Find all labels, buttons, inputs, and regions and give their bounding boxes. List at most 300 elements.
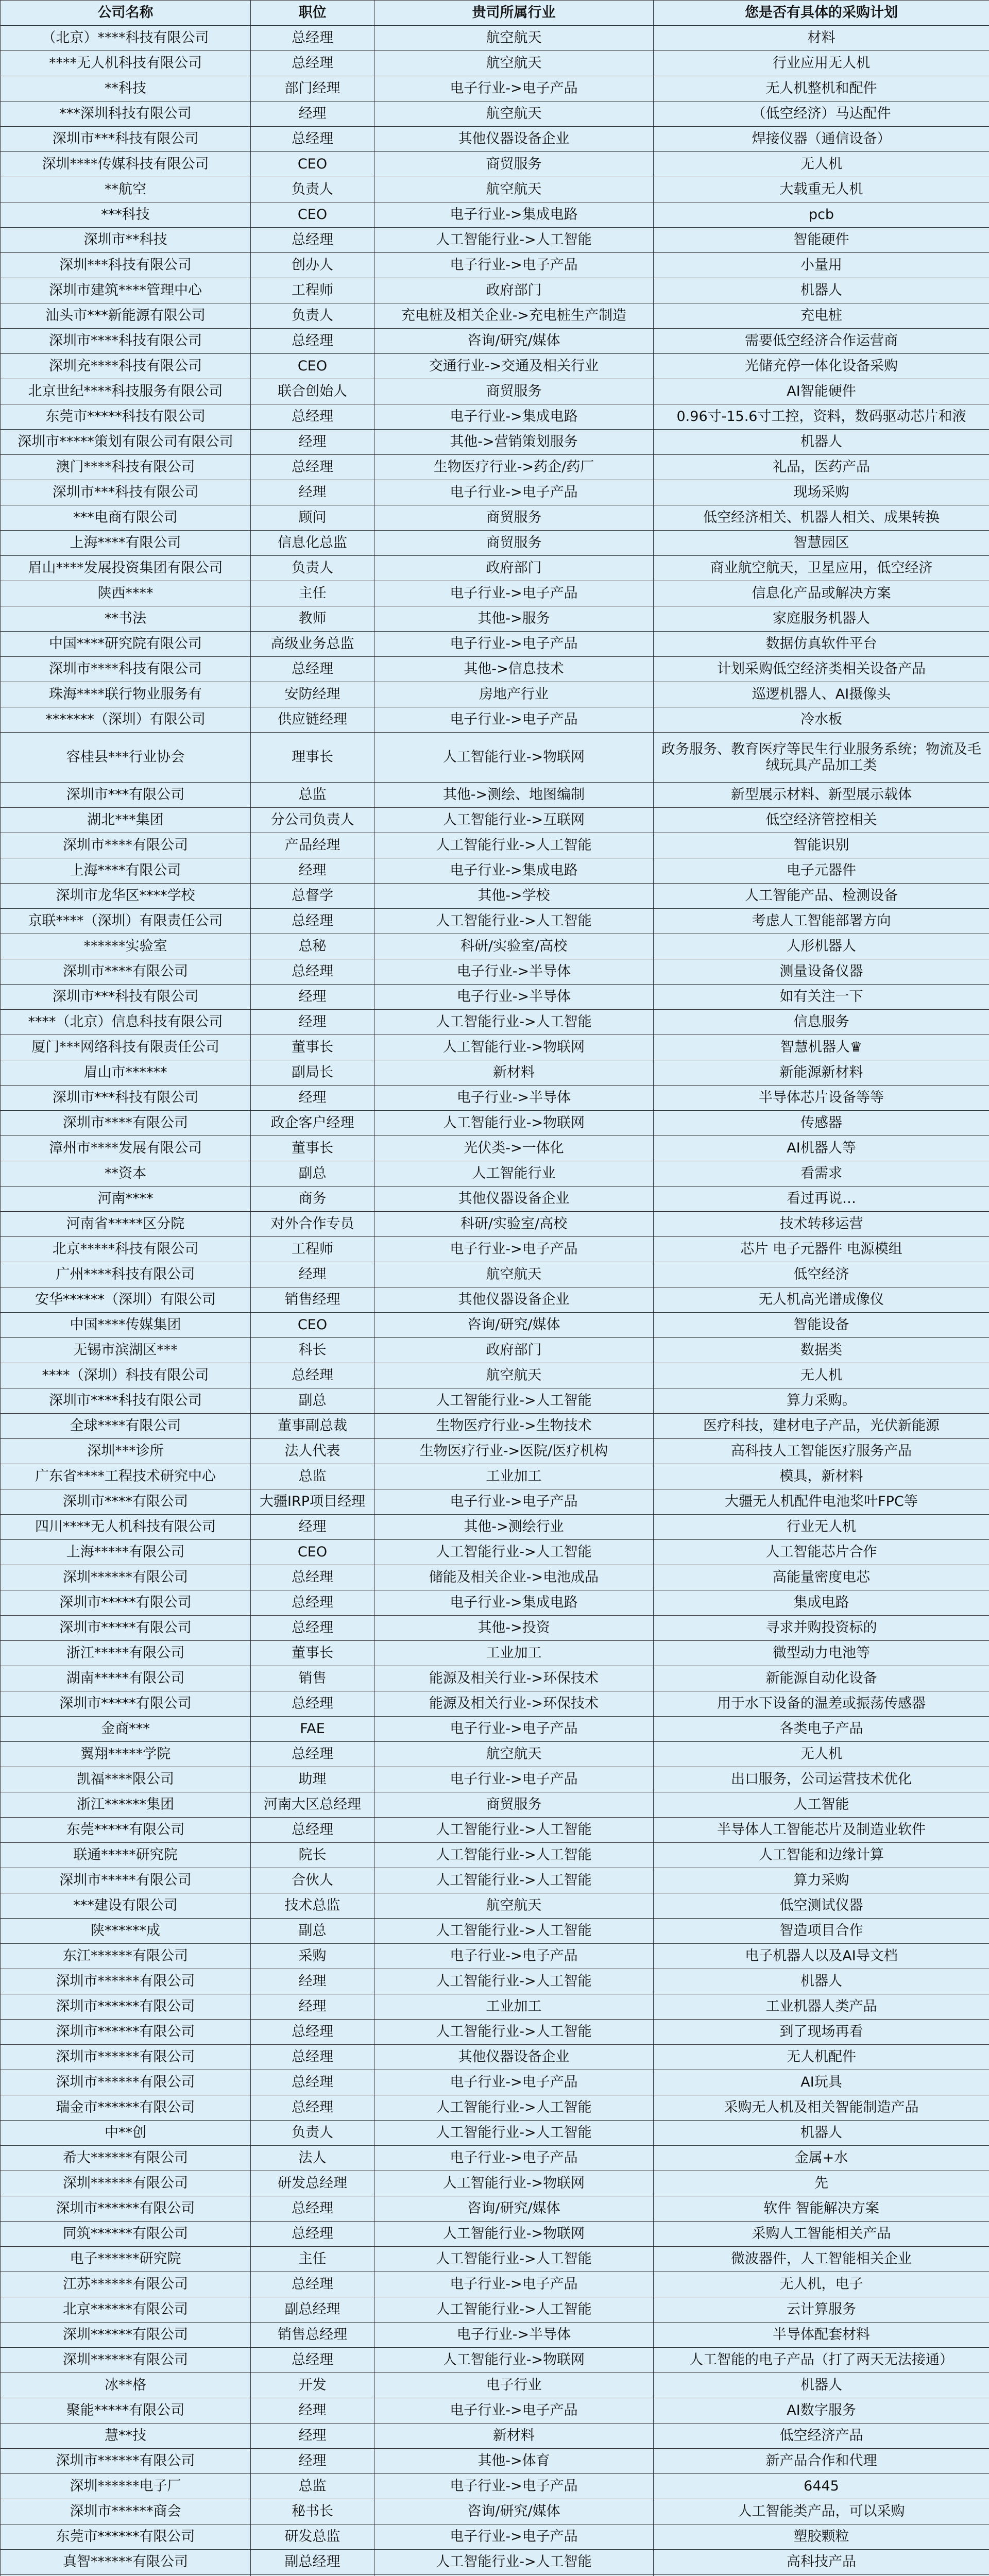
position-cell: 经理	[251, 1969, 374, 1994]
industry-cell: 科研/实验室/高校	[374, 1212, 654, 1237]
industry-cell: 电子行业->电子产品	[374, 2146, 654, 2171]
company-cell: 凯福****限公司	[1, 1767, 251, 1792]
table-row	[1, 2323, 989, 2348]
position-cell: 总经理	[251, 2348, 374, 2373]
position-cell: 经理	[251, 2424, 374, 2449]
industry-cell: 新材料	[374, 2424, 654, 2449]
purchase-plan-cell: 6445	[654, 2474, 989, 2499]
table-row	[1, 202, 989, 228]
company-cell: 深圳***诊所	[1, 1439, 251, 1464]
industry-cell: 科研/实验室/高校	[374, 934, 654, 959]
industry-cell: 咨询/研究/媒体	[374, 329, 654, 354]
purchase-plan-cell: 现场采购	[654, 480, 989, 505]
industry-cell: 充电桩及相关企业->充电桩生产制造	[374, 303, 654, 329]
company-cell: 电子******研究院	[1, 2247, 251, 2272]
company-cell: 深圳市****有限公司	[1, 1489, 251, 1515]
company-cell: 翼翔*****学院	[1, 1742, 251, 1767]
purchase-plan-cell: 智慧园区	[654, 531, 989, 556]
industry-cell: 电子行业->电子产品	[374, 2474, 654, 2499]
purchase-plan-cell: 无人机配件	[654, 2045, 989, 2070]
header-position: 职位	[251, 1, 374, 26]
company-cell: 河南省*****区分院	[1, 1212, 251, 1237]
position-cell: 总经理	[251, 228, 374, 253]
purchase-plan-cell: 无人机高光谱成像仪	[654, 1287, 989, 1313]
industry-cell: 人工智能行业->物联网	[374, 2348, 654, 2373]
position-cell: 董事副总裁	[251, 1414, 374, 1439]
industry-cell: 能源及相关行业->环保技术	[374, 1691, 654, 1717]
industry-cell: 航空航天	[374, 1262, 654, 1287]
industry-cell: 电子行业->集成电路	[374, 858, 654, 884]
industry-cell: 政府部门	[374, 556, 654, 581]
company-cell: 东莞市*****科技有限公司	[1, 404, 251, 430]
company-cell: 深圳市******有限公司	[1, 2045, 251, 2070]
position-cell: 信息化总监	[251, 531, 374, 556]
company-cell: 深圳市***科技有限公司	[1, 127, 251, 152]
purchase-plan-cell: 低空经济相关、机器人相关、成果转换	[654, 505, 989, 531]
position-cell: 董事长	[251, 1641, 374, 1666]
position-cell: 商务	[251, 1187, 374, 1212]
purchase-plan-cell: 数据仿真软件平台	[654, 632, 989, 657]
purchase-plan-cell: 行业无人机	[654, 1515, 989, 1540]
position-cell: 河南大区总经理	[251, 1792, 374, 1818]
purchase-plan-cell: 小量用	[654, 253, 989, 278]
purchase-plan-cell: 新能源新材料	[654, 1060, 989, 1086]
table-row	[1, 1691, 989, 1717]
industry-cell: 政府部门	[374, 1338, 654, 1363]
position-cell: 经理	[251, 985, 374, 1010]
industry-cell: 人工智能行业->物联网	[374, 2222, 654, 2247]
table-row	[1, 1969, 989, 1994]
table-row	[1, 808, 989, 833]
position-cell: 总经理	[251, 1818, 374, 1843]
position-cell: 采购	[251, 1944, 374, 1969]
table-row	[1, 2424, 989, 2449]
header-company: 公司名称	[1, 1, 251, 26]
purchase-plan-cell: 人工智能芯片合作	[654, 1540, 989, 1565]
purchase-plan-cell: 信息服务	[654, 1010, 989, 1035]
purchase-plan-cell: 智能识别	[654, 833, 989, 858]
table-row	[1, 1590, 989, 1616]
company-cell: 深圳******有限公司	[1, 2348, 251, 2373]
table-row	[1, 2146, 989, 2171]
company-cell: ****无人机科技有限公司	[1, 51, 251, 76]
company-cell: 冰**格	[1, 2373, 251, 2398]
purchase-plan-cell: 无人机	[654, 1742, 989, 1767]
table-row	[1, 2348, 989, 2373]
company-cell: **书法	[1, 606, 251, 632]
purchase-plan-cell: 低空经济管控相关	[654, 808, 989, 833]
table-row	[1, 152, 989, 177]
industry-cell: 其他->学校	[374, 884, 654, 909]
position-cell: 法人	[251, 2146, 374, 2171]
industry-cell: 电子行业->电子产品	[374, 2272, 654, 2297]
purchase-plan-cell: 材料	[654, 26, 989, 51]
company-cell: 深圳市建筑****管理中心	[1, 278, 251, 303]
purchase-plan-cell: 无人机	[654, 152, 989, 177]
purchase-plan-cell: 机器人	[654, 2373, 989, 2398]
table-row	[1, 430, 989, 455]
position-cell: 总经理	[251, 1590, 374, 1616]
purchase-plan-cell: 微波器件，人工智能相关企业	[654, 2247, 989, 2272]
company-cell: 京联****（深圳）有限责任公司	[1, 909, 251, 934]
position-cell: 总督学	[251, 884, 374, 909]
industry-cell: 电子行业->电子产品	[374, 2070, 654, 2095]
purchase-plan-cell: 看需求	[654, 1161, 989, 1187]
industry-cell: 人工智能行业->人工智能	[374, 1540, 654, 1565]
position-cell: 经理	[251, 1994, 374, 2020]
company-cell: 深圳****传媒科技有限公司	[1, 152, 251, 177]
industry-cell: 人工智能行业->互联网	[374, 808, 654, 833]
purchase-plan-cell: 如有关注一下	[654, 985, 989, 1010]
purchase-plan-cell: 采购无人机及相关智能制造产品	[654, 2095, 989, 2121]
table-row	[1, 934, 989, 959]
table-row	[1, 682, 989, 707]
table-row	[1, 1439, 989, 1464]
purchase-plan-cell: 看过再说…	[654, 1187, 989, 1212]
industry-cell: 人工智能行业->人工智能	[374, 2297, 654, 2323]
table-row	[1, 1161, 989, 1187]
industry-cell: 其他->测绘、地图编制	[374, 783, 654, 808]
industry-cell: 生物医疗行业->药企/药厂	[374, 455, 654, 480]
industry-cell: 工业加工	[374, 1994, 654, 2020]
industry-cell: 人工智能行业->人工智能	[374, 909, 654, 934]
position-cell: FAE	[251, 1717, 374, 1742]
industry-cell: 其他->信息技术	[374, 657, 654, 682]
industry-cell: 商贸服务	[374, 505, 654, 531]
company-cell: 深圳市***科技有限公司	[1, 985, 251, 1010]
industry-cell: 电子行业->电子产品	[374, 1237, 654, 1262]
purchase-plan-cell: 云计算服务	[654, 2297, 989, 2323]
industry-cell: 航空航天	[374, 177, 654, 202]
position-cell: CEO	[251, 1540, 374, 1565]
purchase-plan-cell: AI数字服务	[654, 2398, 989, 2424]
company-cell: 深圳市**科技	[1, 228, 251, 253]
table-row	[1, 985, 989, 1010]
company-cell: 深圳市******有限公司	[1, 2020, 251, 2045]
industry-cell: 人工智能行业	[374, 1161, 654, 1187]
company-cell: 容桂县***行业协会	[1, 733, 251, 783]
purchase-plan-cell: 金属+水	[654, 2146, 989, 2171]
position-cell: 总经理	[251, 1363, 374, 1388]
industry-cell: 商贸服务	[374, 531, 654, 556]
company-cell: 深圳市****科技有限公司	[1, 329, 251, 354]
position-cell: 总经理	[251, 657, 374, 682]
purchase-plan-cell: 0.96寸-15.6寸工控，资料，数码驱动芯片和液	[654, 404, 989, 430]
company-cell: 深圳市****有限公司	[1, 1111, 251, 1136]
company-cell: 中**创	[1, 2121, 251, 2146]
purchase-plan-cell: 半导体配套材料	[654, 2323, 989, 2348]
company-cell: 希大******有限公司	[1, 2146, 251, 2171]
position-cell: 助理	[251, 1767, 374, 1792]
company-cell: 上海****有限公司	[1, 858, 251, 884]
position-cell: 总经理	[251, 2196, 374, 2222]
industry-cell: 电子行业->电子产品	[374, 480, 654, 505]
industry-cell: 能源及相关行业->环保技术	[374, 1666, 654, 1691]
industry-cell: 电子行业->集成电路	[374, 202, 654, 228]
company-cell: 深圳市****有限公司	[1, 833, 251, 858]
company-cell: 深圳市******有限公司	[1, 2070, 251, 2095]
purchase-plan-cell: AI智能硬件	[654, 379, 989, 404]
position-cell: 大疆IRP项目经理	[251, 1489, 374, 1515]
position-cell: 合伙人	[251, 1868, 374, 1893]
purchase-plan-cell: 冷水板	[654, 707, 989, 733]
position-cell: 总经理	[251, 2045, 374, 2070]
table-row	[1, 1489, 989, 1515]
company-cell: 金商***	[1, 1717, 251, 1742]
company-cell: ****（北京）信息科技有限公司	[1, 1010, 251, 1035]
position-cell: 销售	[251, 1666, 374, 1691]
company-cell: 汕头市***新能源有限公司	[1, 303, 251, 329]
table-row	[1, 26, 989, 51]
company-cell: （北京）****科技有限公司	[1, 26, 251, 51]
purchase-plan-cell: 商业航空航天，卫星应用，低空经济	[654, 556, 989, 581]
purchase-plan-cell: 信息化产品或解决方案	[654, 581, 989, 606]
purchase-plan-cell: 软件 智能解决方案	[654, 2196, 989, 2222]
company-cell: 陕******成	[1, 1919, 251, 1944]
company-cell: 深圳******有限公司	[1, 2171, 251, 2196]
table-row	[1, 2373, 989, 2398]
table-row	[1, 278, 989, 303]
company-cell: 陕西****	[1, 581, 251, 606]
purchase-plan-cell: 人工智能和边缘计算	[654, 1843, 989, 1868]
purchase-plan-cell: 计划采购低空经济类相关设备产品	[654, 657, 989, 682]
industry-cell: 咨询/研究/媒体	[374, 2499, 654, 2524]
industry-cell: 人工智能行业->人工智能	[374, 1818, 654, 1843]
industry-cell: 人工智能行业->物联网	[374, 1035, 654, 1060]
table-row	[1, 329, 989, 354]
table-row	[1, 228, 989, 253]
table-row	[1, 1111, 989, 1136]
purchase-plan-cell: 大疆无人机配件电池桨叶FPC等	[654, 1489, 989, 1515]
company-cell: 无锡市滨湖区***	[1, 1338, 251, 1363]
position-cell: 总监	[251, 2474, 374, 2499]
company-cell: 深圳市*****有限公司	[1, 1691, 251, 1717]
purchase-plan-cell: 机器人	[654, 430, 989, 455]
purchase-plan-cell: 新型展示材料、新型展示载体	[654, 783, 989, 808]
position-cell: 经理	[251, 2398, 374, 2424]
company-cell: 深圳市*****策划有限公司有限公司	[1, 430, 251, 455]
purchase-plan-cell: 家庭服务机器人	[654, 606, 989, 632]
industry-cell: 其他仪器设备企业	[374, 1287, 654, 1313]
company-cell: 北京*****科技有限公司	[1, 1237, 251, 1262]
industry-cell: 电子行业->半导体	[374, 985, 654, 1010]
position-cell: 总经理	[251, 959, 374, 985]
purchase-plan-cell: AI机器人等	[654, 1136, 989, 1161]
table-row	[1, 2297, 989, 2323]
table-row	[1, 2524, 989, 2550]
industry-cell: 航空航天	[374, 1742, 654, 1767]
purchase-plan-cell: 微型动力电池等	[654, 1641, 989, 1666]
purchase-plan-cell: 半导体人工智能芯片及制造业软件	[654, 1818, 989, 1843]
industry-cell: 人工智能行业->人工智能	[374, 1868, 654, 1893]
purchase-plan-cell: 出口服务，公司运营技术优化	[654, 1767, 989, 1792]
table-row	[1, 2095, 989, 2121]
purchase-plan-cell: 机器人	[654, 2121, 989, 2146]
position-cell: 总经理	[251, 1565, 374, 1590]
industry-cell: 其他仪器设备企业	[374, 2045, 654, 2070]
position-cell: 工程师	[251, 278, 374, 303]
purchase-plan-cell: 新能源自动化设备	[654, 1666, 989, 1691]
header-row	[1, 1, 989, 26]
company-cell: 眉山市******	[1, 1060, 251, 1086]
position-cell: CEO	[251, 152, 374, 177]
industry-cell: 其他->服务	[374, 606, 654, 632]
company-cell: ******实验室	[1, 934, 251, 959]
industry-cell: 电子行业->电子产品	[374, 2524, 654, 2550]
company-cell: 深圳市*****有限公司	[1, 1616, 251, 1641]
table-row	[1, 858, 989, 884]
purchase-plan-cell: 先	[654, 2171, 989, 2196]
table-row	[1, 707, 989, 733]
company-cell: 中国****传媒集团	[1, 1313, 251, 1338]
industry-cell: 人工智能行业->人工智能	[374, 2121, 654, 2146]
industry-cell: 商贸服务	[374, 379, 654, 404]
purchase-plan-cell: 光储充停一体化设备采购	[654, 354, 989, 379]
position-cell: 经理	[251, 1010, 374, 1035]
industry-cell: 人工智能行业->人工智能	[374, 833, 654, 858]
table-row	[1, 1060, 989, 1086]
table-row	[1, 833, 989, 858]
position-cell: 高级业务总监	[251, 632, 374, 657]
industry-cell: 人工智能行业->人工智能	[374, 1388, 654, 1414]
position-cell: 创办人	[251, 253, 374, 278]
table-row	[1, 1919, 989, 1944]
purchase-plan-cell: 无人机整机和配件	[654, 76, 989, 101]
table-row	[1, 959, 989, 985]
purchase-plan-cell: 礼品，医药产品	[654, 455, 989, 480]
table-row	[1, 1641, 989, 1666]
company-cell: 深圳******有限公司	[1, 2323, 251, 2348]
company-cell: 漳州市****发展有限公司	[1, 1136, 251, 1161]
header-industry: 贵司所属行业	[374, 1, 654, 26]
position-cell: 教师	[251, 606, 374, 632]
table-row	[1, 783, 989, 808]
industry-cell: 储能及相关企业->电池成品	[374, 1565, 654, 1590]
company-cell: 澳门****科技有限公司	[1, 455, 251, 480]
position-cell: 总经理	[251, 2020, 374, 2045]
table-row	[1, 177, 989, 202]
company-cell: **资本	[1, 1161, 251, 1187]
industry-cell: 电子行业->电子产品	[374, 707, 654, 733]
purchase-plan-cell: 电子元器件	[654, 858, 989, 884]
position-cell: 工程师	[251, 1237, 374, 1262]
table-row	[1, 2550, 989, 2575]
table-row	[1, 379, 989, 404]
position-cell: 经理	[251, 430, 374, 455]
table-row	[1, 253, 989, 278]
purchase-plan-cell: 人工智能类产品，可以采购	[654, 2499, 989, 2524]
industry-cell: 其他仪器设备企业	[374, 1187, 654, 1212]
position-cell: 顾问	[251, 505, 374, 531]
table-row	[1, 1666, 989, 1691]
company-cell: 真智******有限公司	[1, 2550, 251, 2575]
purchase-plan-cell: AI玩具	[654, 2070, 989, 2095]
position-cell: 研发总经理	[251, 2171, 374, 2196]
industry-cell: 人工智能行业->人工智能	[374, 2550, 654, 2575]
purchase-plan-cell: 塑胶颗粒	[654, 2524, 989, 2550]
table-row	[1, 1540, 989, 1565]
position-cell: 副总	[251, 1161, 374, 1187]
company-cell: 深圳市***科技有限公司	[1, 1086, 251, 1111]
purchase-plan-cell: 充电桩	[654, 303, 989, 329]
company-cell: 全球****有限公司	[1, 1414, 251, 1439]
company-cell: ***深圳科技有限公司	[1, 101, 251, 127]
position-cell: 总经理	[251, 127, 374, 152]
purchase-plan-cell: pcb	[654, 202, 989, 228]
industry-cell: 航空航天	[374, 101, 654, 127]
position-cell: 总秘	[251, 934, 374, 959]
table-row	[1, 1515, 989, 1540]
position-cell: 理事长	[251, 733, 374, 783]
company-cell: 瑞金市******有限公司	[1, 2095, 251, 2121]
table-row	[1, 1843, 989, 1868]
purchase-plan-cell: （低空经济）马达配件	[654, 101, 989, 127]
purchase-plan-cell: 无人机，电子	[654, 2272, 989, 2297]
position-cell: 开发	[251, 2373, 374, 2398]
industry-cell: 人工智能行业->物联网	[374, 2171, 654, 2196]
table-row	[1, 556, 989, 581]
table-row	[1, 1287, 989, 1313]
company-cell: ***电商有限公司	[1, 505, 251, 531]
position-cell: 经理	[251, 2449, 374, 2474]
purchase-plan-cell: 半导体芯片设备等等	[654, 1086, 989, 1111]
purchase-plan-cell: 集成电路	[654, 1590, 989, 1616]
purchase-plan-cell: 电子机器人以及AI导文档	[654, 1944, 989, 1969]
purchase-plan-cell: 机器人	[654, 278, 989, 303]
position-cell: 经理	[251, 1086, 374, 1111]
purchase-plan-cell: 人形机器人	[654, 934, 989, 959]
position-cell: 产品经理	[251, 833, 374, 858]
company-cell: 东莞市******有限公司	[1, 2524, 251, 2550]
table-row	[1, 1742, 989, 1767]
company-cell: **航空	[1, 177, 251, 202]
industry-cell: 生物医疗行业->医院/医疗机构	[374, 1439, 654, 1464]
position-cell: CEO	[251, 1313, 374, 1338]
position-cell: 总经理	[251, 2222, 374, 2247]
industry-cell: 政府部门	[374, 278, 654, 303]
company-cell: 深圳市******有限公司	[1, 2196, 251, 2222]
purchase-plan-cell: 新产品合作和代理	[654, 2449, 989, 2474]
table-row	[1, 1136, 989, 1161]
industry-cell: 航空航天	[374, 26, 654, 51]
position-cell: 经理	[251, 101, 374, 127]
table-row	[1, 2171, 989, 2196]
industry-cell: 商贸服务	[374, 152, 654, 177]
purchase-plan-cell: 高能量密度电芯	[654, 1565, 989, 1590]
company-cell: 上海****有限公司	[1, 531, 251, 556]
position-cell: 联合创始人	[251, 379, 374, 404]
industry-cell: 电子行业->集成电路	[374, 1590, 654, 1616]
position-cell: 总经理	[251, 26, 374, 51]
industry-cell: 航空航天	[374, 1893, 654, 1919]
purchase-plan-cell: 到了现场再看	[654, 2020, 989, 2045]
company-cell: ***科技	[1, 202, 251, 228]
company-cell: 厦门***网络科技有限责任公司	[1, 1035, 251, 1060]
company-cell: 聚能*****有限公司	[1, 2398, 251, 2424]
company-cell: 深圳市***有限公司	[1, 783, 251, 808]
company-cell: 东江******有限公司	[1, 1944, 251, 1969]
purchase-plan-cell: 智造项目合作	[654, 1919, 989, 1944]
table-row	[1, 455, 989, 480]
table-row	[1, 1363, 989, 1388]
company-cell: 中国****研究院有限公司	[1, 632, 251, 657]
position-cell: 总监	[251, 783, 374, 808]
purchase-plan-cell: 用于水下设备的温差或振荡传感器	[654, 1691, 989, 1717]
company-cell: 深圳市****科技有限公司	[1, 1388, 251, 1414]
company-cell: ***建设有限公司	[1, 1893, 251, 1919]
company-cell: 深圳市****科技有限公司	[1, 657, 251, 682]
position-cell: 总经理	[251, 2095, 374, 2121]
